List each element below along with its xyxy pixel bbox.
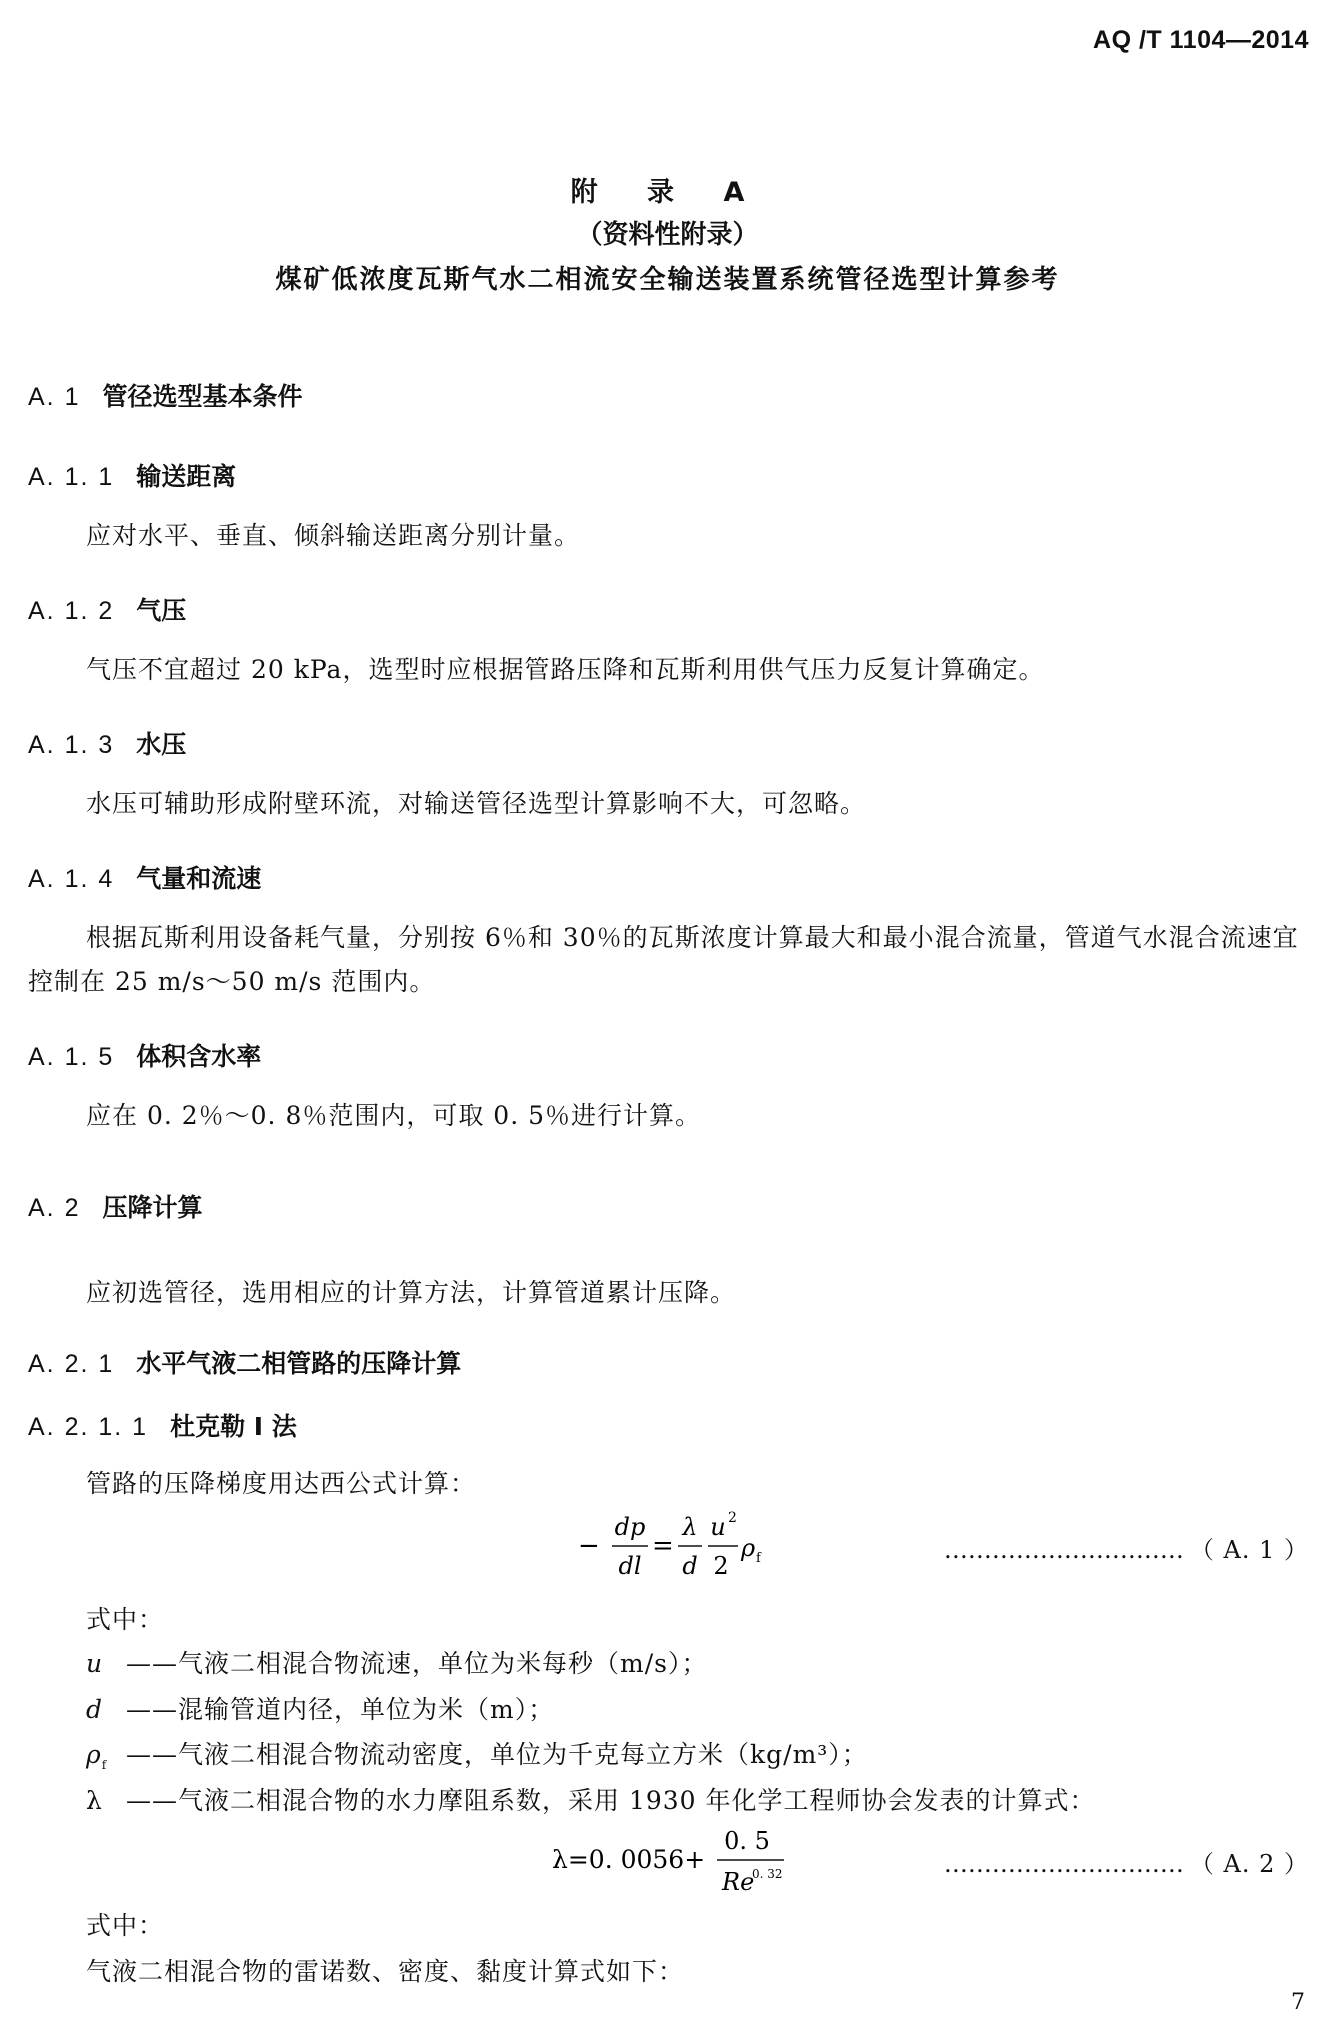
dash: —— <box>126 1649 178 1678</box>
variable-definition <box>86 1781 1096 1817</box>
appendix-type: （资料性附录） <box>576 220 759 250</box>
formula-lhs: λ=0. 0056+ <box>552 1845 706 1874</box>
heading-number: A. 2. 1 <box>28 1350 115 1378</box>
formula-a1 <box>578 1508 778 1586</box>
two-denominator: 2 <box>713 1552 729 1580</box>
paragraph-a1-4: 根据瓦斯利用设备耗气量，分别按 6％和 30％的瓦斯浓度计算最大和最小混合流量，管道气水混合流速宜控制在 25 m/s～50 m/s 范围内。 <box>28 923 1299 996</box>
heading-title: 杜克勒 I 法 <box>170 1412 297 1441</box>
rho-symbol: ρ <box>741 1534 756 1562</box>
rho-symbol: ρ <box>86 1740 102 1769</box>
heading-number: A. 1. 5 <box>28 1043 115 1071</box>
dash: —— <box>126 1740 178 1769</box>
rho-subscript: f <box>756 1551 761 1566</box>
variable-description: 气液二相混合物的水力摩阻系数，采用 1930 年化学工程师协会发表的计算式： <box>178 1786 1096 1815</box>
lhs-numerator: dp <box>614 1513 646 1541</box>
dash: —— <box>126 1786 178 1815</box>
paragraph-a1-2: 气压不宜超过 20 kPa，选型时应根据管路压降和瓦斯利用供气压力反复计算确定。 <box>86 655 1045 684</box>
fraction-numerator: 0. 5 <box>724 1827 770 1855</box>
heading-a2-1 <box>28 1344 461 1380</box>
heading-number: A. 1. 2 <box>28 597 115 625</box>
variable-symbol: d <box>86 1695 104 1724</box>
u-superscript: 2 <box>728 1510 737 1526</box>
heading-a1-3 <box>28 725 186 761</box>
where-label: 式中： <box>86 1605 165 1634</box>
variable-description: 混输管道内径，单位为米（m）； <box>178 1695 555 1724</box>
lhs-denominator: dl <box>618 1552 642 1580</box>
paragraph-a1-1: 应对水平、垂直、倾斜输送距离分别计量。 <box>86 521 581 550</box>
heading-number: A. 1. 1 <box>28 463 115 491</box>
variable-symbol: u <box>86 1649 104 1678</box>
heading-a1 <box>28 377 303 413</box>
equation-number-a1 <box>944 1530 1309 1565</box>
heading-number: A. 1. 3 <box>28 731 115 759</box>
heading-title: 气量和流速 <box>136 864 262 893</box>
variable-definition <box>86 1644 707 1680</box>
u-numerator: u <box>710 1513 726 1541</box>
heading-a1-4 <box>28 859 261 895</box>
heading-title: 输送距离 <box>136 462 237 491</box>
variable-symbol: λ <box>86 1786 103 1815</box>
equation-label: （ A. 1 ） <box>1189 1536 1309 1564</box>
minus-sign: − <box>578 1531 600 1561</box>
appendix-label: 附 录 A <box>570 177 765 208</box>
equals-sign: = <box>652 1531 674 1561</box>
heading-title: 压降计算 <box>102 1193 203 1222</box>
page-number: 7 <box>1291 1990 1305 2015</box>
d-denominator: d <box>682 1552 698 1580</box>
heading-title: 体积含水率 <box>136 1042 262 1071</box>
variable-description: 气液二相混合物流速，单位为米每秒（m/s）； <box>178 1649 708 1678</box>
leader-dots: ………………………… <box>943 1850 1184 1878</box>
heading-a1-2 <box>28 591 186 627</box>
variable-symbol <box>86 1740 126 1772</box>
lambda-numerator: λ <box>682 1513 698 1541</box>
closing-paragraph: 气液二相混合物的雷诺数、密度、黏度计算式如下： <box>86 1957 685 1986</box>
rho-subscript: f <box>101 1758 108 1772</box>
variable-definition <box>86 1690 554 1726</box>
leader-dots: ………………………… <box>943 1536 1184 1564</box>
heading-title: 水压 <box>136 730 187 759</box>
heading-title: 水平气液二相管路的压降计算 <box>136 1349 462 1378</box>
heading-number: A. 2 <box>28 1194 81 1222</box>
paragraph-a1-5: 应在 0. 2％～0. 8％范围内，可取 0. 5％进行计算。 <box>86 1101 702 1130</box>
friction-factor-formula-graphic <box>552 1822 792 1902</box>
heading-title: 管径选型基本条件 <box>102 382 303 411</box>
reynolds-number-symbol: Re <box>722 1868 755 1896</box>
heading-a2 <box>28 1188 203 1224</box>
paragraph-a2: 应初选管径，选用相应的计算方法，计算管道累计压降。 <box>86 1278 737 1307</box>
heading-title: 气压 <box>136 596 187 625</box>
where-label: 式中： <box>86 1911 165 1940</box>
variable-description: 气液二相混合物流动密度，单位为千克每立方米（kg/m³）； <box>178 1740 868 1769</box>
darcy-formula-graphic <box>578 1508 778 1586</box>
standard-code: AQ /T 1104—2014 <box>1093 26 1309 54</box>
heading-number: A. 1. 4 <box>28 865 115 893</box>
reynolds-exponent: 0. 32 <box>752 1867 783 1881</box>
equation-number-a2 <box>944 1844 1309 1879</box>
heading-a1-1 <box>28 457 236 493</box>
heading-number: A. 1 <box>28 383 81 411</box>
heading-number: A. 2. 1. 1 <box>28 1413 149 1441</box>
paragraph-a2-1-1: 管路的压降梯度用达西公式计算： <box>86 1469 477 1498</box>
paragraph-a1-3: 水压可辅助形成附壁环流，对输送管径选型计算影响不大，可忽略。 <box>86 789 867 818</box>
heading-a2-1-1 <box>28 1407 297 1443</box>
formula-a2 <box>552 1822 792 1902</box>
variable-definition <box>86 1735 868 1772</box>
heading-a1-5 <box>28 1037 261 1073</box>
dash: —— <box>126 1695 178 1724</box>
appendix-title: 煤矿低浓度瓦斯气水二相流安全输送装置系统管径选型计算参考 <box>275 265 1060 295</box>
equation-label: （ A. 2 ） <box>1189 1850 1309 1878</box>
